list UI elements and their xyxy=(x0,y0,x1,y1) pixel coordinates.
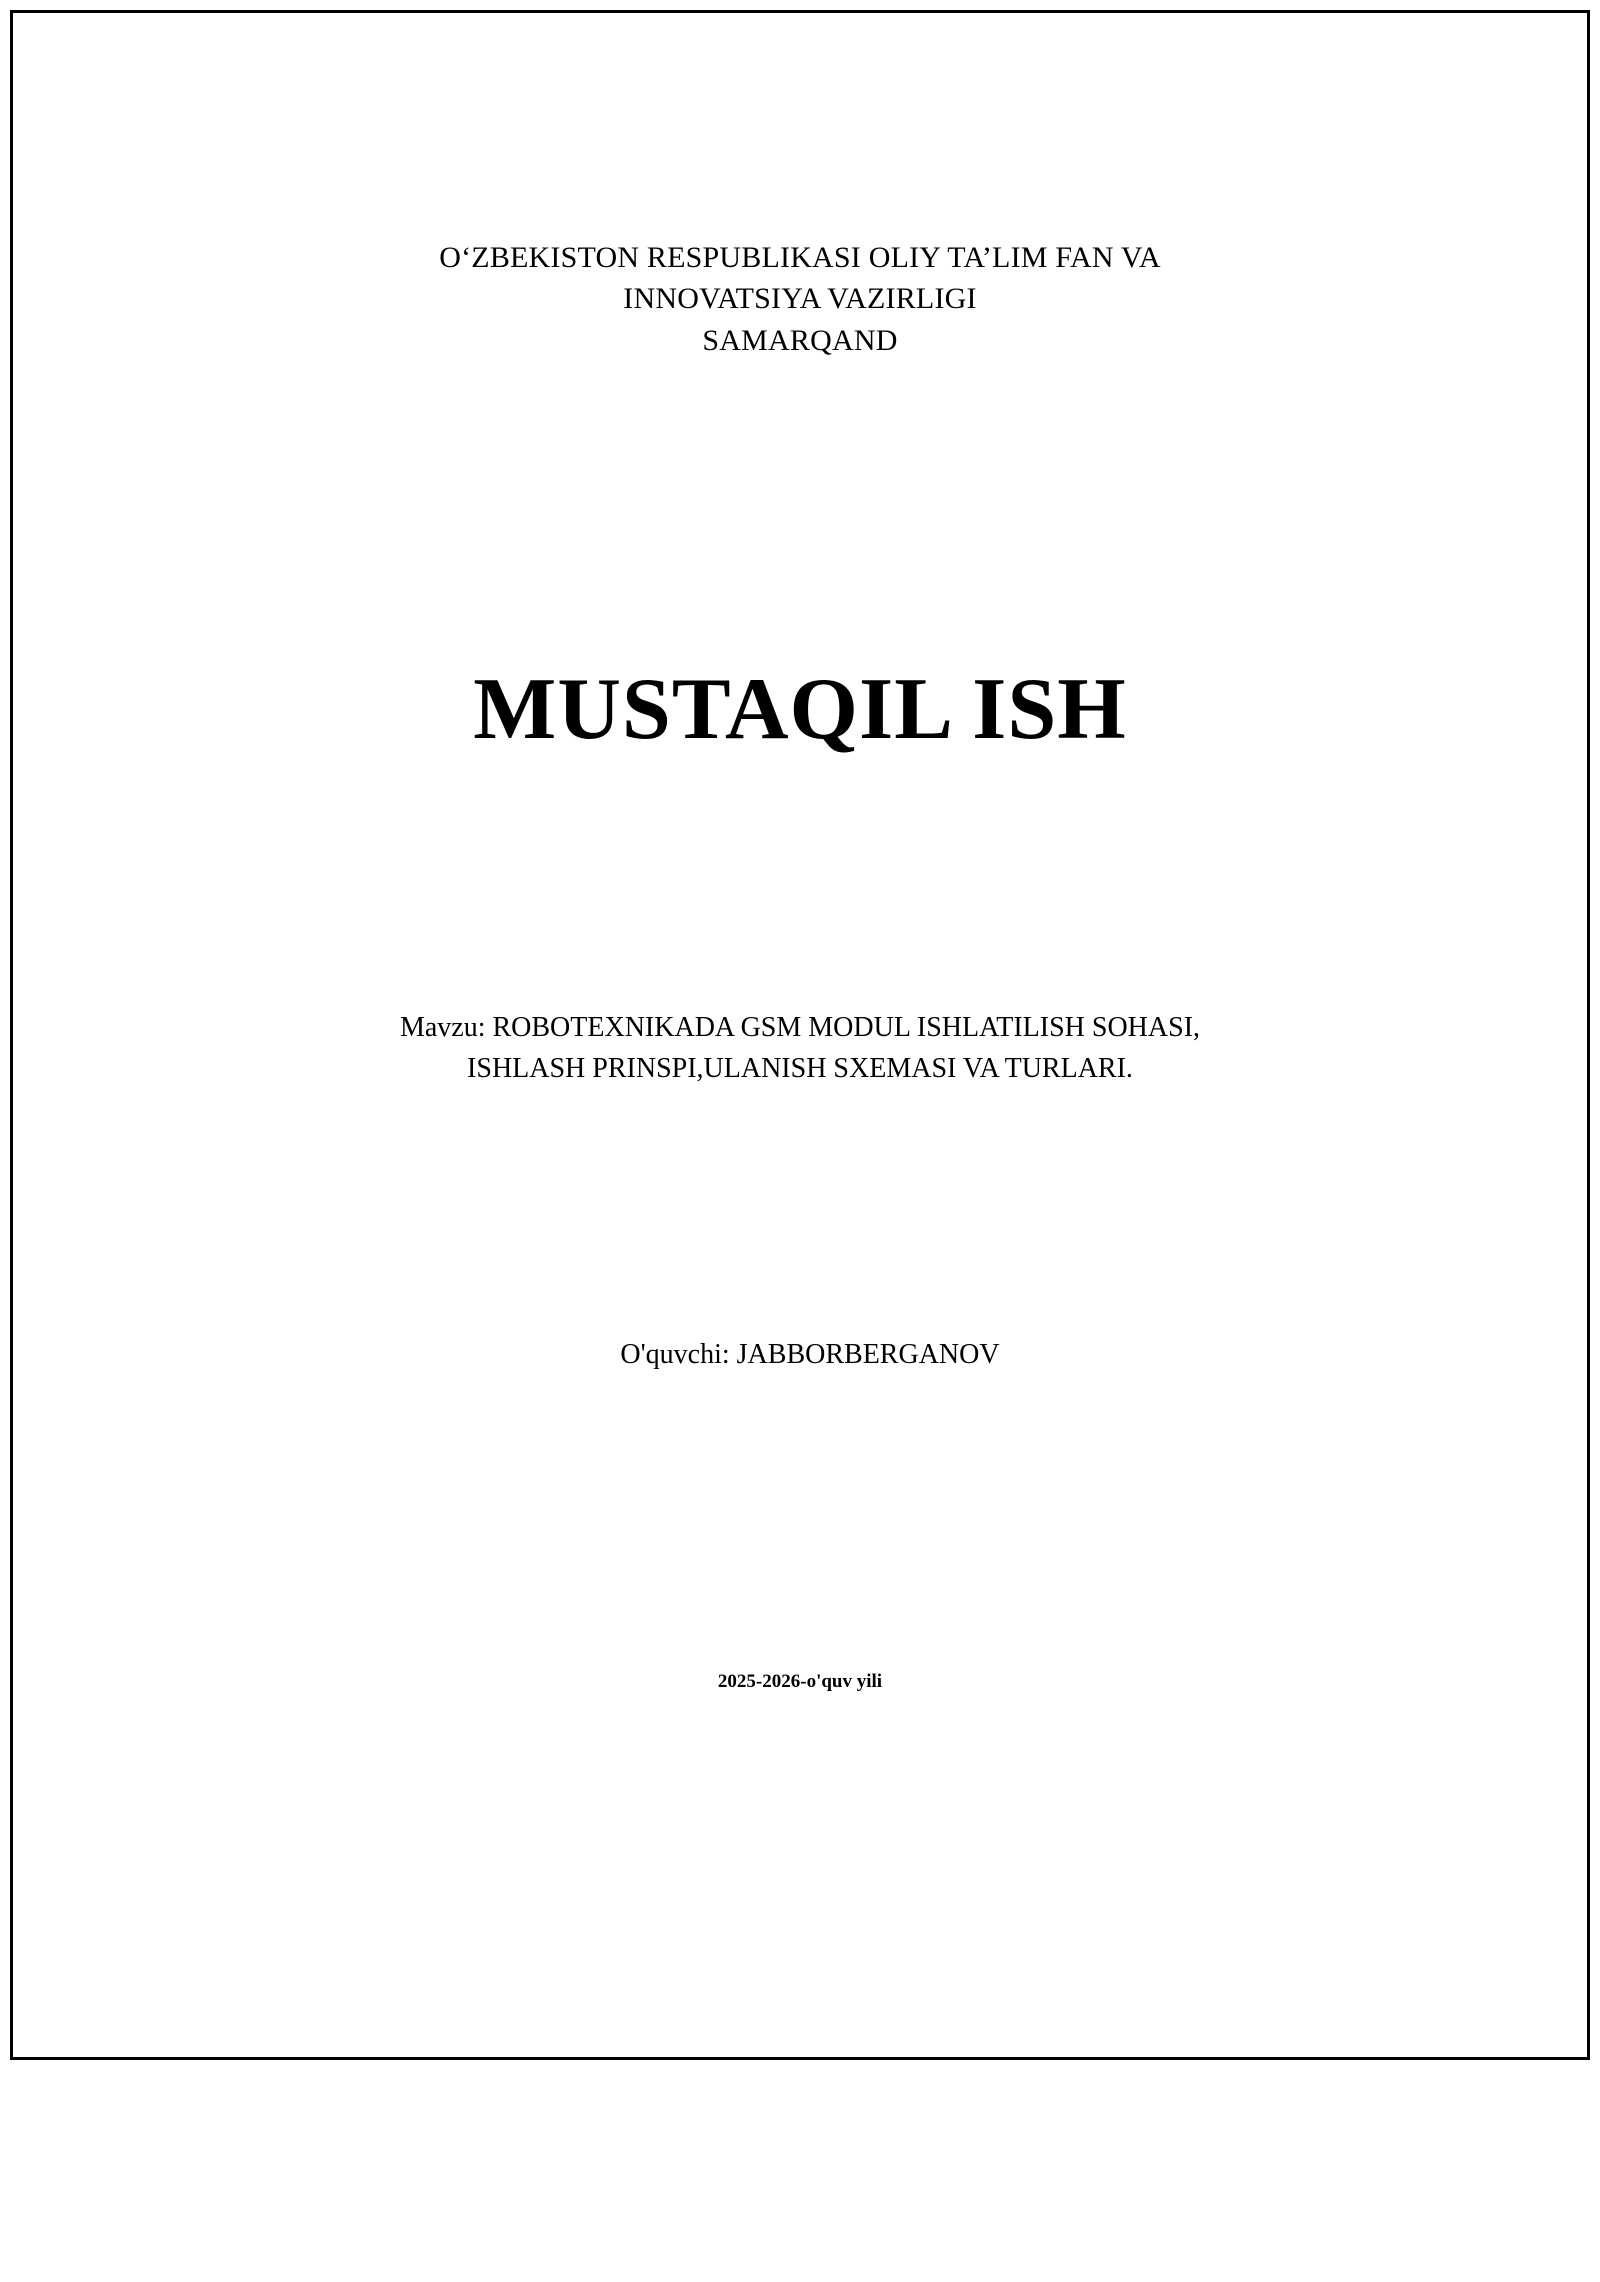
page-border xyxy=(10,10,1590,2060)
ministry-header xyxy=(163,238,1437,362)
ministry-city: SAMARQAND xyxy=(702,324,898,357)
author-block xyxy=(163,1339,1437,1371)
ministry-line-1: O‘ZBEKISTON RESPUBLIKASI OLIY TA’LIM FAN VA xyxy=(439,241,1161,274)
page-title: MUSTAQIL ISH xyxy=(473,660,1127,758)
title-page-content xyxy=(13,238,1587,2282)
subject-line-2: ISHLASH PRINSPI,ULANISH SXEMASI VA TURLARI. xyxy=(467,1052,1133,1084)
subject-block xyxy=(163,1008,1437,1089)
academic-year: 2025-2026-o'quv yili xyxy=(717,1671,883,1693)
subject-line-1: Mavzu: ROBOTEXNIKADA GSM MODUL ISHLATILISH SOHASI, xyxy=(399,1012,1201,1044)
ministry-line-2: INNOVATSIYA VAZIRLIGI xyxy=(623,281,977,315)
author-name: O'quvchi: JABBORBERGANOV xyxy=(620,1339,1000,1371)
